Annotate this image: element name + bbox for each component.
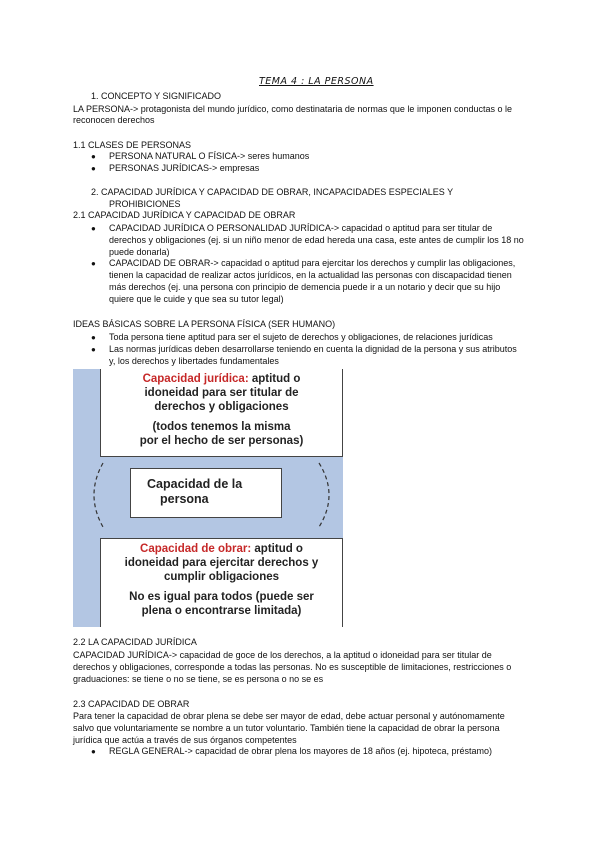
legal-capacity-line3: graduaciones: se tiene o no se tiene, se es persona o no se es (73, 674, 324, 684)
capacity-to-act-text: cumplir obligaciones (163, 571, 280, 583)
list-item: CAPACIDAD JURÍDICA O PERSONALIDAD JURÍDICA-> capacidad o aptitud para ser titular de (109, 223, 493, 233)
section-2-heading-line2: PROHIBICIONES (109, 199, 181, 209)
left-cycle-arrow-icon (83, 459, 111, 531)
list-item-cont: quiere que le cuide y que sea su tutor legal) (109, 294, 284, 304)
legal-capacity-text: idoneidad para ser titular de (144, 387, 299, 399)
capacity-to-act-line1: Para tener la capacidad de obrar plena se debe ser mayor de edad, debe actuar personal y autónomamente (73, 711, 505, 721)
capacity-diagram (73, 369, 343, 627)
person-capacity-label: Capacidad de la (147, 477, 243, 491)
bullet-icon: ● (91, 224, 96, 233)
legal-capacity-line1: CAPACIDAD JURÍDICA-> capacidad de goce de los derechos, a la aptitud o idoneidad para ser titular de (73, 650, 492, 660)
list-item-cont: tienen la capacidad de realizar actos jurídicos, en la actualidad las personas con discapacidad tienen (109, 270, 512, 280)
bullet-icon: ● (91, 747, 96, 756)
section-2-heading-line1: 2. CAPACIDAD JURÍDICA Y CAPACIDAD DE OBRAR, INCAPACIDADES ESPECIALES Y (91, 187, 454, 197)
list-item: PERSONA NATURAL O FÍSICA-> seres humanos (109, 151, 310, 161)
legal-capacity-text: derechos y obligaciones (154, 401, 289, 413)
legal-capacity-term: Capacidad jurídica: (142, 373, 249, 385)
right-cycle-arrow-icon (313, 459, 341, 531)
bullet-icon: ● (91, 152, 96, 161)
legal-capacity-box (100, 369, 343, 457)
person-capacity-label: persona (160, 492, 209, 506)
section-1-heading: 1. CONCEPTO Y SIGNIFICADO (91, 91, 222, 101)
ideas-heading: IDEAS BÁSICAS SOBRE LA PERSONA FÍSICA (SER HUMANO) (73, 319, 336, 329)
legal-capacity-line2: derechos y obligaciones, corresponde a todas las personas. No es susceptible de limitaciones, restricciones o (73, 662, 512, 672)
bullet-icon: ● (91, 259, 96, 268)
bullet-icon: ● (91, 333, 96, 342)
list-item: CAPACIDAD DE OBRAR-> capacidad o aptitud para ejercitar los derechos y cumplir las obligaciones, (109, 258, 516, 268)
section-2-3-heading: 2.3 CAPACIDAD DE OBRAR (73, 699, 190, 709)
list-item-cont: derechos y obligaciones (ej. si un niño menor de edad hereda una casa, este antes de cumplir los 18 no (109, 235, 524, 245)
list-item: Toda persona tiene aptitud para ser el sujeto de derechos y obligaciones, de relaciones jurídicas (109, 332, 493, 342)
list-item: Las normas jurídicas deben desarrollarse teniendo en cuenta la dignidad de la persona y sus atributos (109, 344, 517, 354)
section-1-1-heading: 1.1 CLASES DE PERSONAS (73, 140, 192, 150)
person-capacity-box (130, 468, 282, 518)
list-item: REGLA GENERAL-> capacidad de obrar plena los mayores de 18 años (ej. hipoteca, préstamo) (109, 746, 492, 756)
persona-definition-line2: reconocen derechos (73, 115, 155, 125)
legal-capacity-note: (todos tenemos la misma (152, 421, 291, 433)
legal-capacity-note: por el hecho de ser personas) (139, 435, 304, 447)
list-item-cont: y, los derechos y libertades fundamentales (109, 356, 279, 366)
capacity-to-act-line2: salvo que voluntariamente se nombre a un tutor voluntario. También tiene la capacidad de obrar la persona (73, 723, 500, 733)
capacity-to-act-term: Capacidad de obrar: (140, 543, 252, 555)
capacity-to-act-line3: jurídica que actúa a través de sus órganos competentes (73, 735, 297, 745)
capacity-to-act-box (100, 538, 343, 627)
capacity-to-act-text: aptitud o (251, 543, 303, 555)
legal-capacity-text: aptitud o (248, 373, 301, 385)
section-2-2-heading: 2.2 LA CAPACIDAD JURÍDICA (73, 637, 197, 647)
capacity-to-act-note: plena o encontrarse limitada) (141, 605, 302, 617)
capacity-to-act-note: No es igual para todos (puede ser (129, 591, 314, 603)
page-title: TEMA 4 : LA PERSONA (259, 76, 374, 87)
capacity-to-act-text: idoneidad para ejercitar derechos y (124, 557, 319, 569)
bullet-icon: ● (91, 164, 96, 173)
section-2-1-heading: 2.1 CAPACIDAD JURÍDICA Y CAPACIDAD DE OBRAR (73, 210, 296, 220)
persona-definition-line1: LA PERSONA-> protagonista del mundo jurídico, como destinataria de normas que le imponen conductas o le (73, 104, 513, 114)
list-item-cont: puede donarla) (109, 247, 170, 257)
list-item-cont: más derechos (ej. una persona con principio de demencia puede ir a un notario y decir que su hijo (109, 282, 501, 292)
list-item: PERSONAS JURÍDICAS-> empresas (109, 163, 260, 173)
bullet-icon: ● (91, 345, 96, 354)
